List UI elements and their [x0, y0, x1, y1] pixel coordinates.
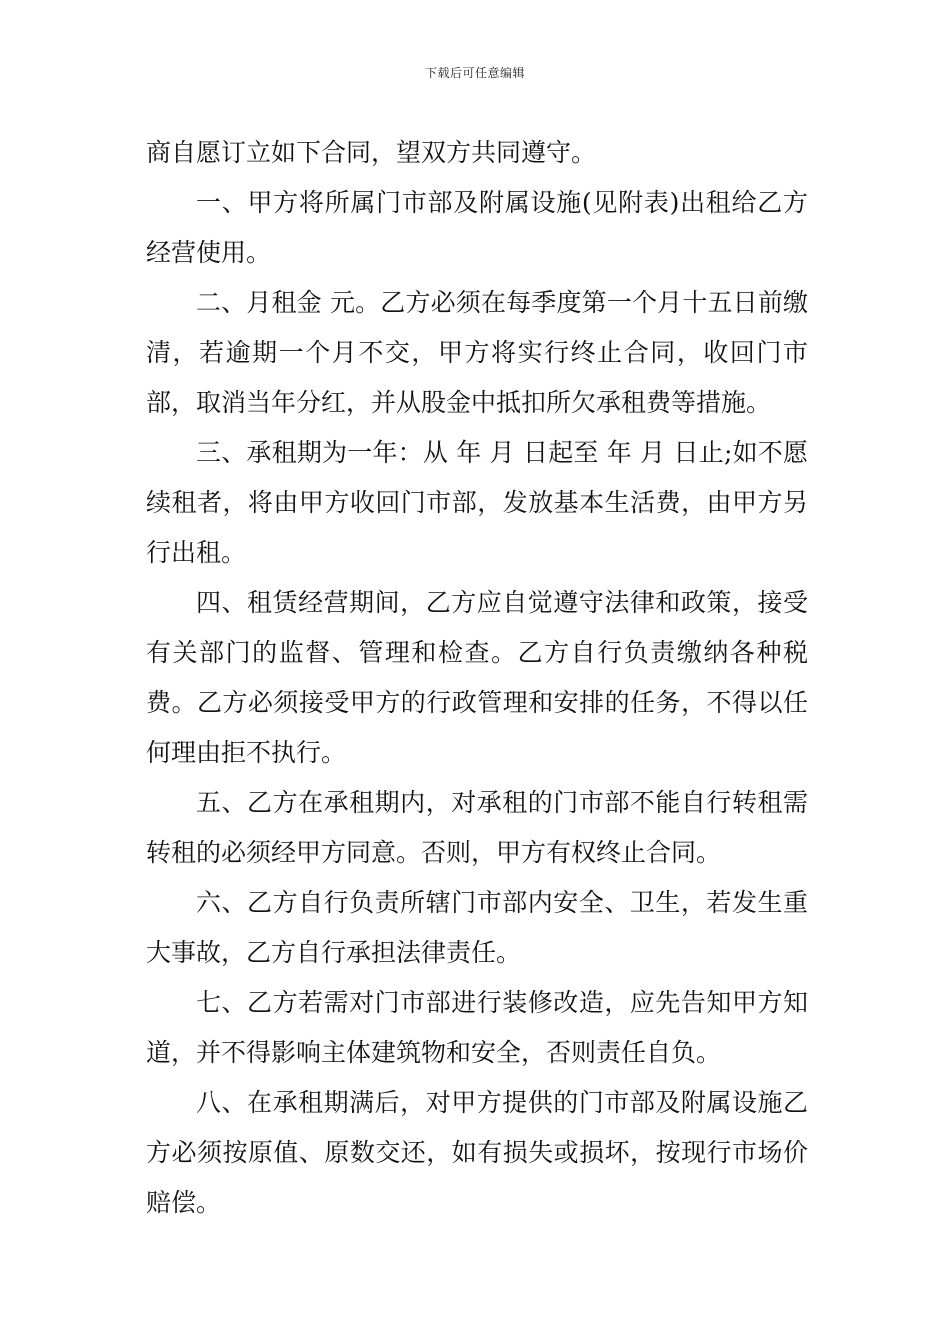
clause-7: 七、乙方若需对门市部进行装修改造，应先告知甲方知道，并不得影响主体建筑物和安全，否则责任自负。 [146, 988, 808, 1067]
clause-4: 四、租赁经营期间，乙方应自觉遵守法律和政策，接受有关部门的监督、管理和检查。乙方自行负责缴纳各种税费。乙方必须接受甲方的行政管理和安排的任务，不得以任何理由拒不执行。 [146, 588, 808, 767]
document-body [146, 128, 808, 1228]
clause-8: 八、在承租期满后，对甲方提供的门市部及附属设施乙方必须按原值、原数交还，如有损失或损坏，按现行市场价赔偿。 [146, 1088, 808, 1217]
page-header: 下载后可任意编辑 [424, 66, 525, 80]
clause-2: 二、月租金 元。乙方必须在每季度第一个月十五日前缴清，若逾期一个月不交，甲方将实行终止合同，收回门市部，取消当年分红，并从股金中抵扣所欠承租费等措施。 [146, 288, 808, 417]
paragraph-intro: 商自愿订立如下合同，望双方共同遵守。 [146, 138, 597, 167]
clause-3: 三、承租期为一年：从 年 月 日起至 年 月 日止;如不愿续租者，将由甲方收回门市部，发放基本生活费，由甲方另行出租。 [146, 438, 808, 567]
clause-6: 六、乙方自行负责所辖门市部内安全、卫生，若发生重大事故，乙方自行承担法律责任。 [146, 888, 808, 967]
clause-1: 一、甲方将所属门市部及附属设施(见附表)出租给乙方经营使用。 [146, 188, 808, 267]
clause-5: 五、乙方在承租期内，对承租的门市部不能自行转租需转租的必须经甲方同意。否则，甲方有权终止合同。 [146, 788, 808, 867]
